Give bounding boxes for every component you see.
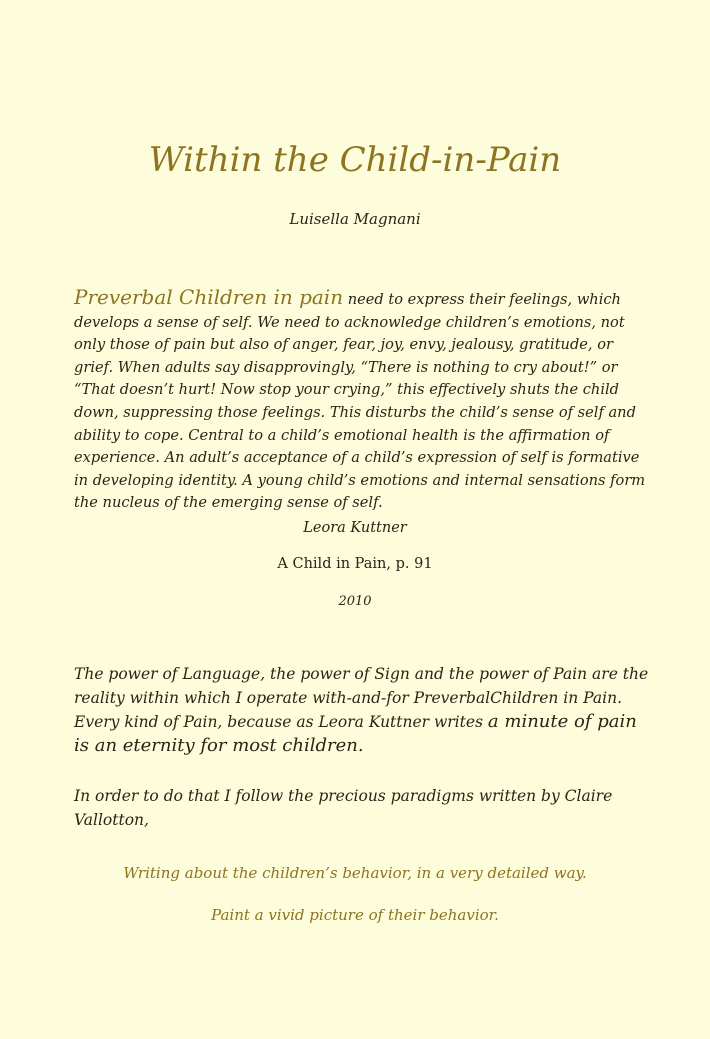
quote-body: need to express their feelings, which develops a sense of self. We need to acknowledge children’s emotions, not only those of pain but also of anger, fear, joy, envy, jealousy, gratitude, or grief. When adults say disapprovingly, “There is nothing to cry about!” or “That doesn’t hurt! Now stop your crying,” this effectively shuts the child down, suppressing those feelings. This disturbs the child’s sense of self and ability to cope. Central to a child’s emotional health is the affirmation of experience. An adult’s acceptance of a child’s expression of self is formative in developing identity. A young child’s emotions and internal sensations form the nucleus of the emerging sense of self. bbox=[74, 291, 646, 512]
author-name: Luisella Magnani bbox=[289, 210, 421, 228]
paragraph-1-emphasis: a minute of pain is an eternity for most children. bbox=[74, 711, 637, 756]
quote-lead: Preverbal Children in pain bbox=[74, 285, 344, 309]
body-paragraph-1 bbox=[74, 662, 654, 758]
citation-book: A Child in Pain, p. 91 bbox=[277, 556, 433, 572]
page-title: Within the Child-in-Pain bbox=[148, 140, 562, 180]
paradigm-line-1: Writing about the children’s behavior, in a very detailed way. bbox=[123, 864, 587, 882]
kuttner-quote bbox=[74, 286, 654, 515]
body-paragraph-2: In order to do that I follow the precious paradigms written by Claire Vallotton, bbox=[74, 787, 613, 829]
paragraph-1-text: The power of Language, the power of Sign and the power of Pain are the reality within which I operate with-and-for PreverbalChildren in Pain. Every kind of Pain, because as Leora Kuttner writes bbox=[74, 665, 649, 731]
paradigm-line-2: Paint a vivid picture of their behavior. bbox=[211, 906, 499, 924]
citation-year: 2010 bbox=[338, 594, 372, 609]
citation-name: Leora Kuttner bbox=[303, 520, 407, 536]
